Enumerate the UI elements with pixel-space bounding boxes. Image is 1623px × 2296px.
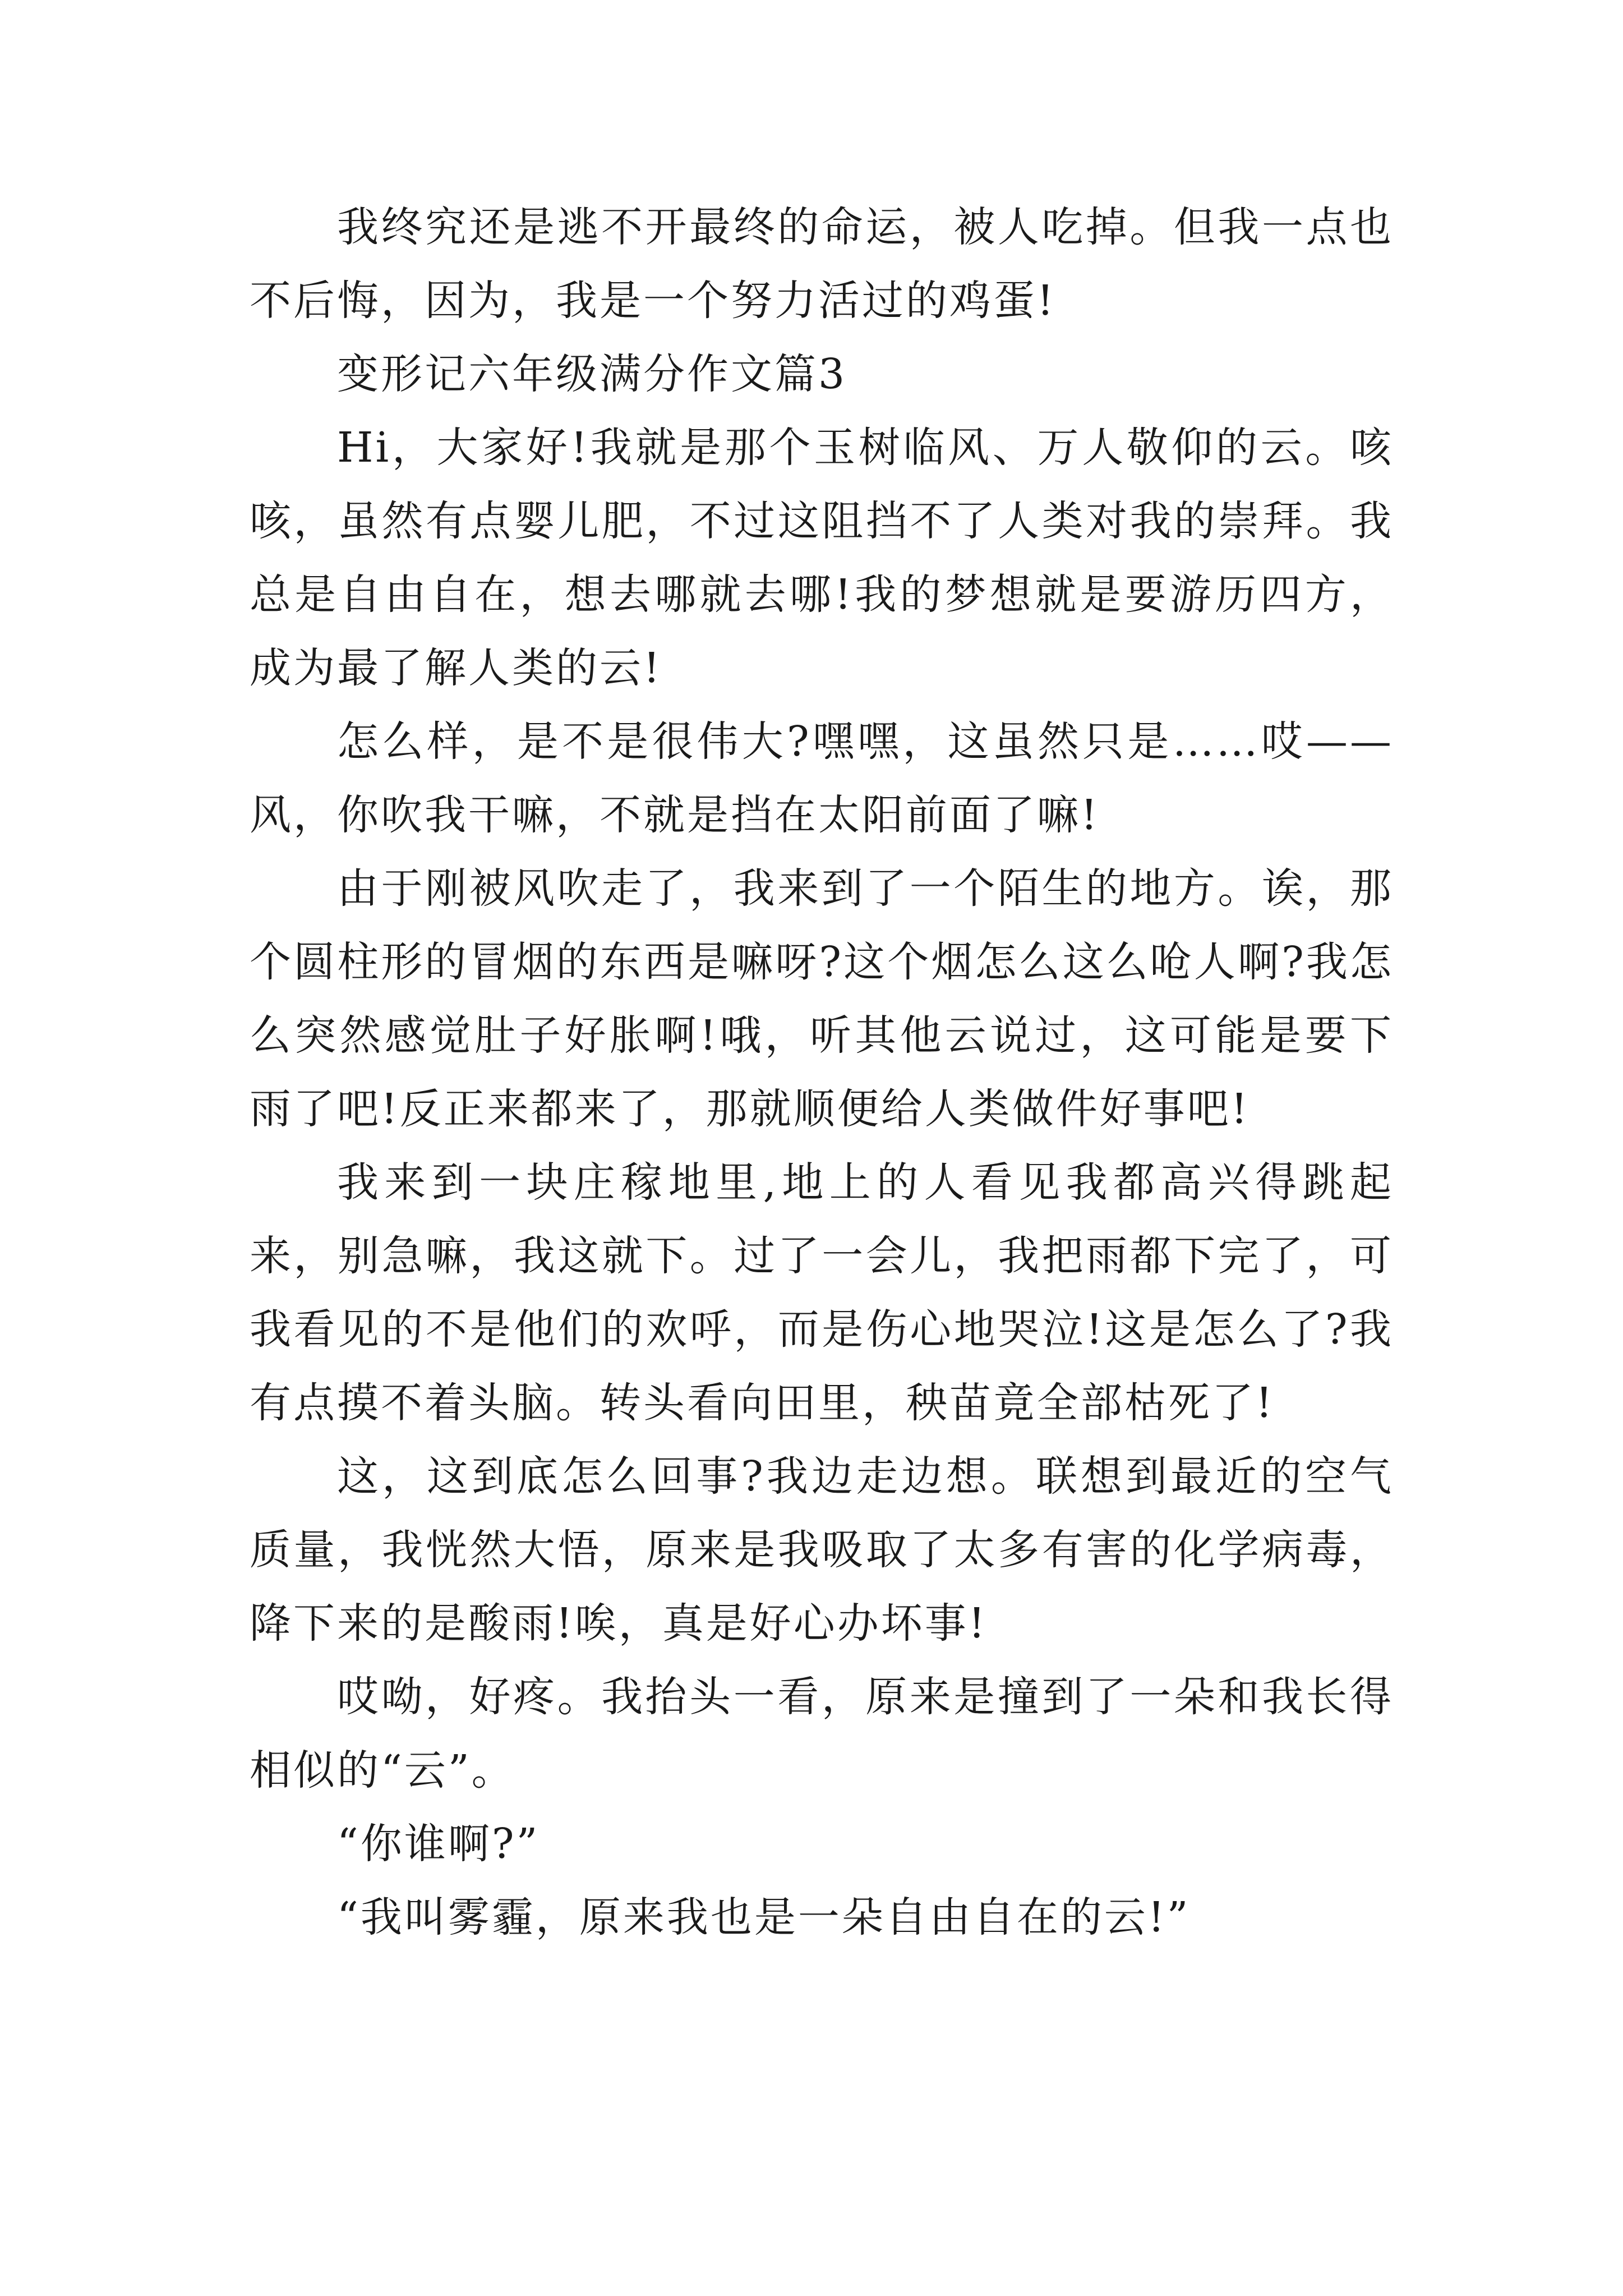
- dialogue-smog: “我叫雾霾，原来我也是一朵自由自在的云!”: [337, 1893, 1191, 1941]
- paragraph-strange-place: 由于刚被风吹走了，我来到了一个陌生的地方。诶，那个圆柱形的冒烟的东西是嘛呀?这个烟怎么这么呛人啊?我怎么突然感觉肚子好胀啊!哦，听其他云说过，这可能是要下雨了吧!反正来都来了，那就顺便给人类做件好事吧!: [250, 864, 1394, 1133]
- paragraph-egg-ending: 我终究还是逃不开最终的命运，被人吃掉。但我一点也不后悔，因为，我是一个努力活过的鸡蛋!: [250, 203, 1394, 325]
- dialogue-who-are-you: “你谁啊?”: [337, 1820, 540, 1868]
- paragraph-cloud-intro: Hi，大家好!我就是那个玉树临风、万人敬仰的云。咳咳，虽然有点婴儿肥，不过这阻挡不了人类对我的崇拜。我总是自由自在，想去哪就去哪!我的梦想就是要游历四方，成为最了解人类的云!: [250, 424, 1394, 692]
- paragraph-farmland: 我来到一块庄稼地里,地上的人看见我都高兴得跳起来，别急嘛，我这就下。过了一会儿，我把雨都下完了，可我看见的不是他们的欢呼，而是伤心地哭泣!这是怎么了?我有点摸不着头脑。转头看向田里，秧苗竟全部枯死了!: [250, 1158, 1394, 1427]
- paragraph-acid-rain: 这，这到底怎么回事?我边走边想。联想到最近的空气质量，我恍然大悟，原来是我吸取了太多有害的化学病毒，降下来的是酸雨!唉，真是好心办坏事!: [250, 1452, 1394, 1648]
- paragraph-wind: 怎么样，是不是很伟大?嘿嘿，这虽然只是……哎——风，你吹我干嘛，不就是挡在太阳前面了嘛!: [250, 717, 1394, 839]
- document-body: [250, 191, 1394, 1954]
- paragraph-bump: 哎呦，好疼。我抬头一看，原来是撞到了一朵和我长得相似的“云”。: [250, 1673, 1394, 1795]
- section-heading: 变形记六年级满分作文篇3: [337, 350, 847, 398]
